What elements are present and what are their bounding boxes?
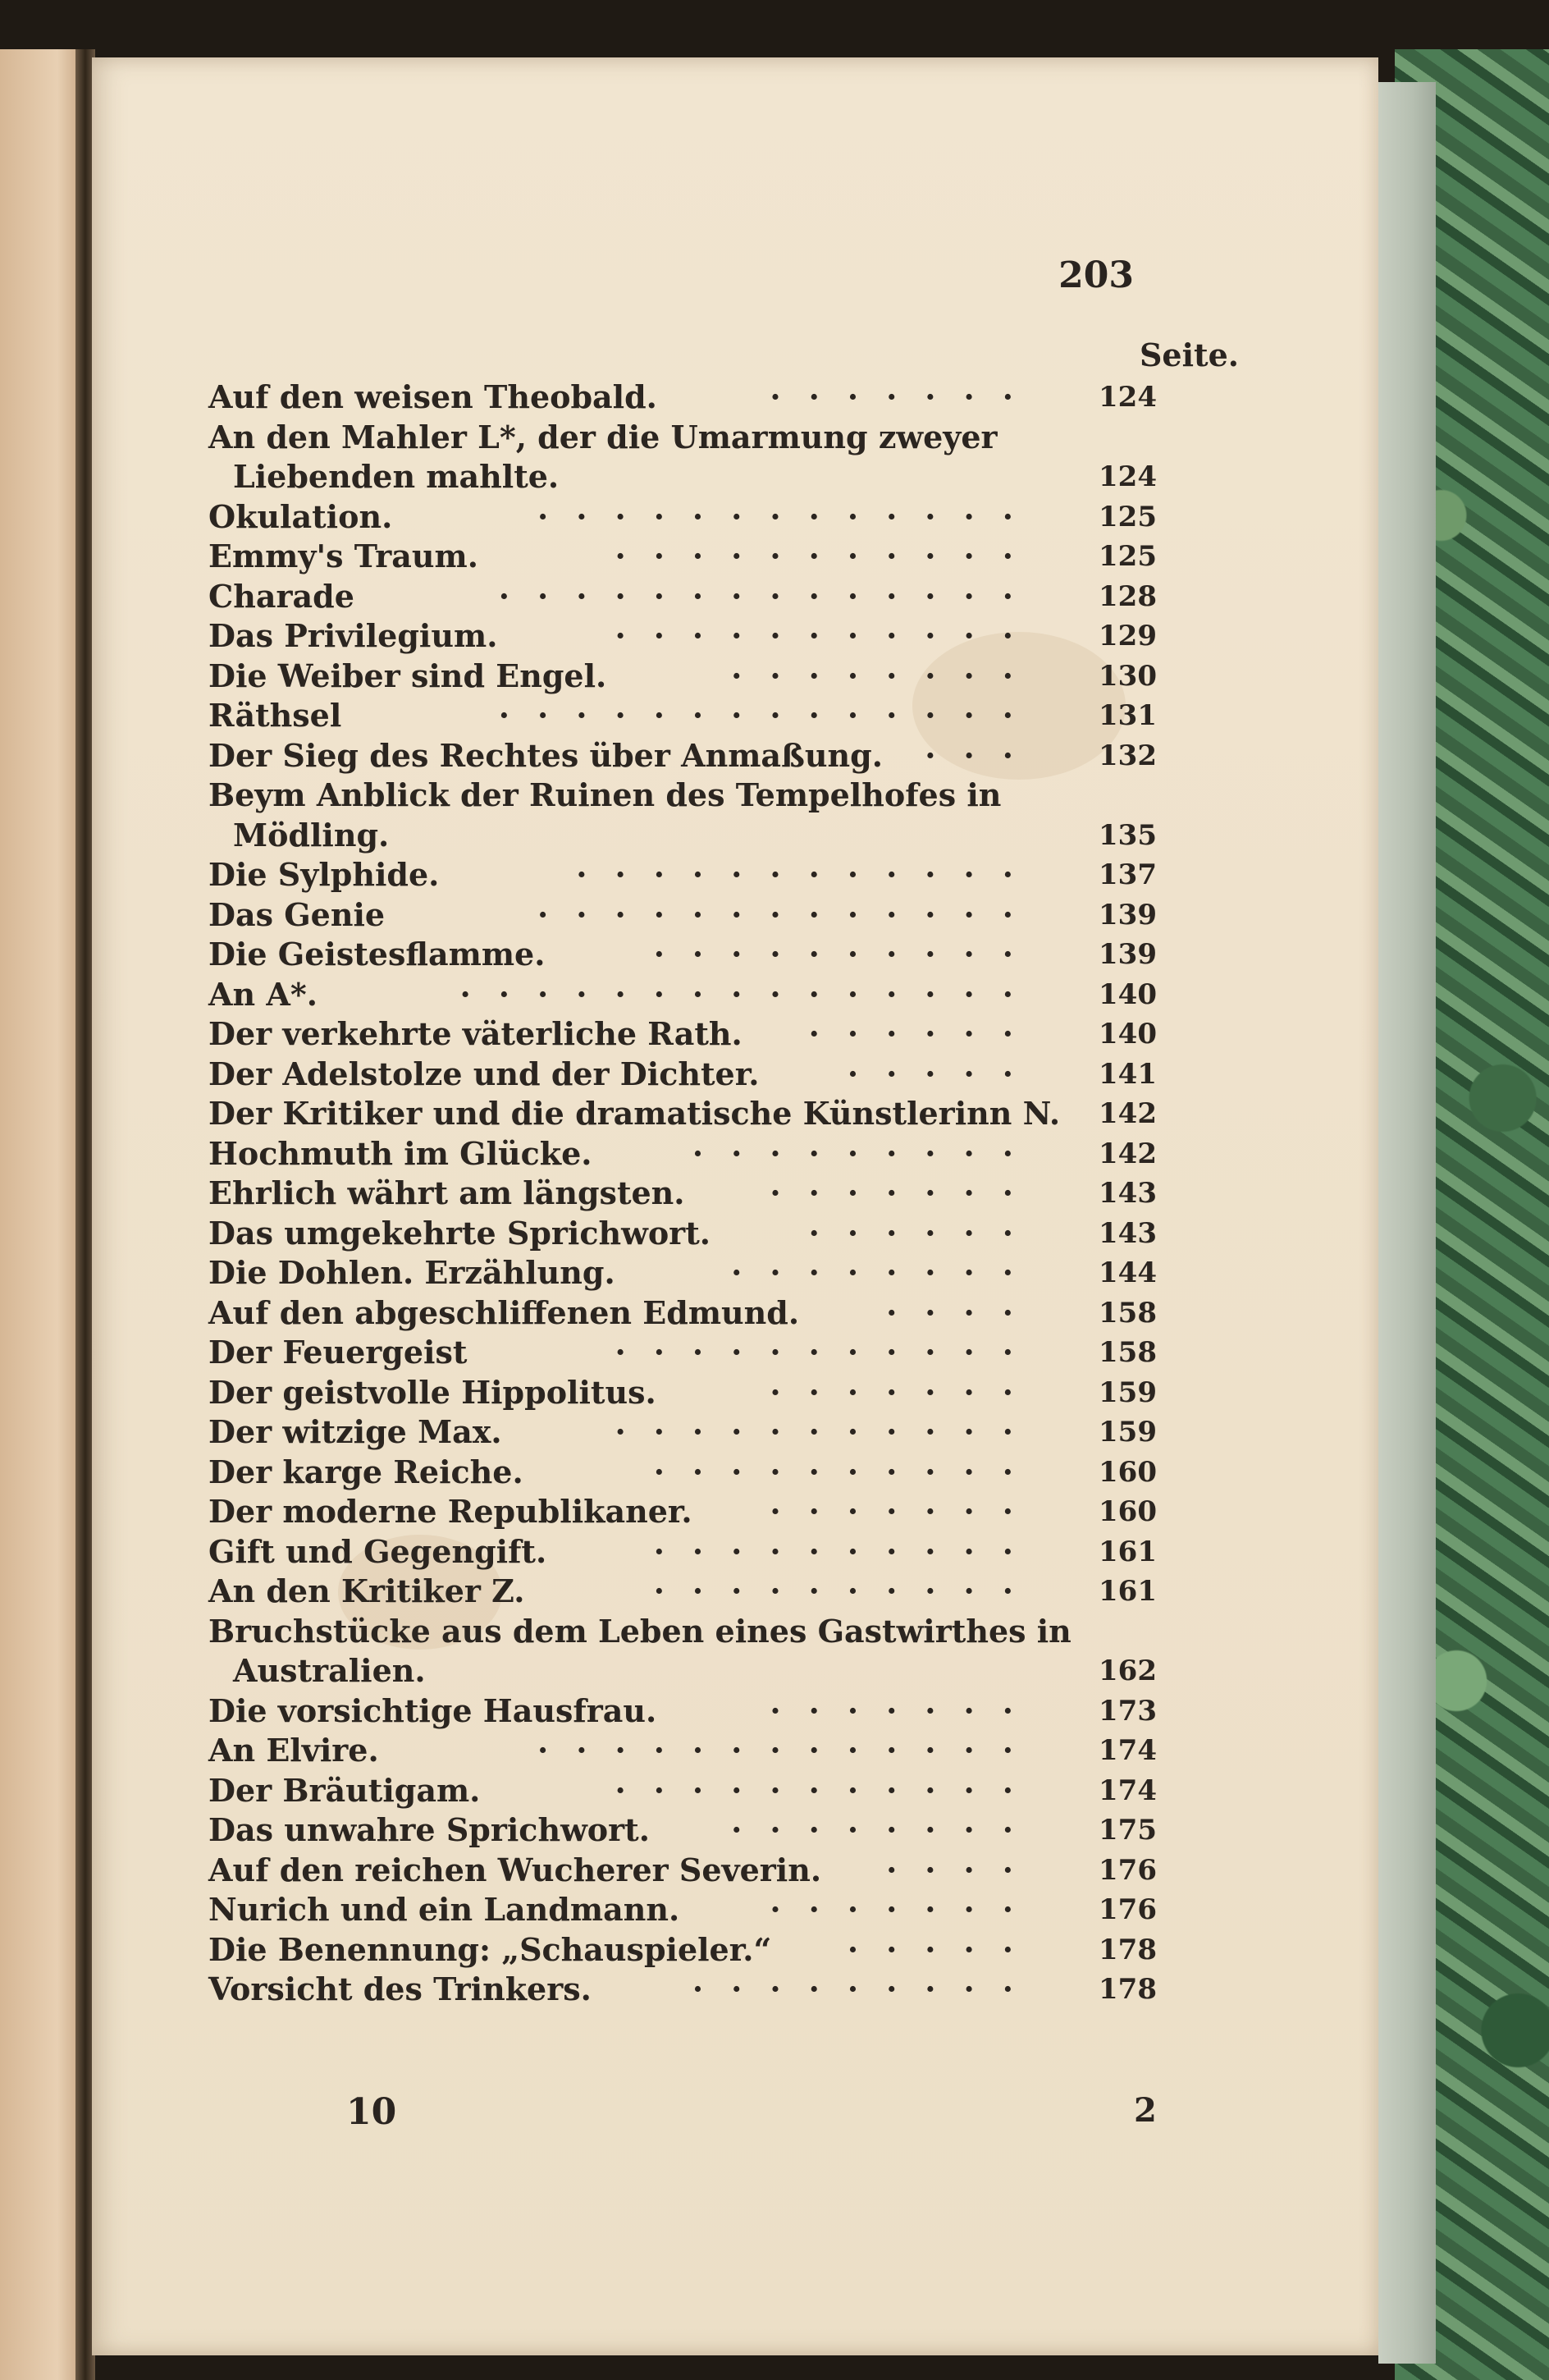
toc-entry-title-line: Die vorsichtige Hausfrau. — [208, 1691, 657, 1729]
toc-entry — [208, 736, 1156, 776]
toc-entry-title — [208, 1134, 592, 1174]
toc-entry-title — [208, 1572, 524, 1612]
toc-entry — [208, 1810, 1156, 1851]
toc-entry-page: 161 — [1099, 1535, 1157, 1568]
dot-leader: ···· — [886, 1851, 1041, 1888]
toc-entry-title-continuation: Liebenden mahlte. — [233, 458, 560, 495]
dot-leader: ········ — [731, 657, 1041, 694]
toc-entry-title-continuation: Mödling. — [233, 816, 390, 854]
toc-entry — [208, 1333, 1156, 1373]
dot-leader: ············· — [537, 895, 1041, 933]
dot-leader: ······· — [770, 1891, 1041, 1928]
toc-entry-title-line: An den Mahler L*, der die Umarmung zweyer — [208, 418, 998, 455]
column-header: Seite. — [1139, 336, 1239, 373]
dot-leader: ········· — [692, 1970, 1041, 2007]
toc-entry-page: 132 — [1099, 739, 1157, 772]
toc-entry-title-line: Auf den reichen Wucherer Severin. — [208, 1851, 822, 1888]
toc-entry-title-line: Die Weiber sind Engel. — [208, 657, 607, 694]
dot-leader: ······ — [808, 1015, 1041, 1052]
toc-entry-title-line: Der Kritiker und die dramatische Künstlerinn N. — [208, 1095, 1061, 1132]
toc-entry — [208, 1691, 1156, 1732]
signature-mark: 10 — [346, 2091, 397, 2133]
left-page-edge — [0, 49, 82, 2380]
toc-entry-page: 142 — [1099, 1097, 1157, 1130]
toc-entry — [208, 497, 1156, 538]
toc-entry — [208, 1970, 1156, 2010]
toc-entry-title — [208, 1890, 679, 1930]
catchword: 2 — [1134, 2091, 1157, 2130]
toc-entry-title-line: Ehrlich währt am längsten. — [208, 1174, 685, 1211]
toc-entry-page: 178 — [1099, 1933, 1157, 1966]
toc-entry-page: 159 — [1099, 1416, 1157, 1449]
toc-entry-title — [208, 1214, 711, 1254]
toc-entry — [208, 1890, 1156, 1930]
toc-entry-title — [208, 657, 606, 697]
toc-entry-page: 141 — [1099, 1057, 1157, 1091]
toc-entry — [208, 418, 1156, 497]
toc-entry — [208, 1134, 1156, 1174]
toc-entry-title-line: Die Sylphide. — [208, 856, 440, 893]
dot-leader: ········ — [731, 1254, 1041, 1291]
toc-entry-title — [208, 1055, 759, 1095]
toc-entry-title-continuation: Australien. — [233, 1652, 426, 1689]
dot-leader: ·········· — [653, 1532, 1041, 1570]
toc-entry-title-line: Gift und Gegengift. — [208, 1532, 547, 1570]
toc-entry — [208, 537, 1156, 577]
toc-entry-title — [208, 1810, 650, 1851]
dot-leader: ·············· — [498, 697, 1041, 734]
toc-entry-page: 175 — [1099, 1814, 1157, 1847]
toc-entry-title-line: Der geistvolle Hippolitus. — [208, 1373, 656, 1411]
dot-leader: ········ — [731, 1811, 1041, 1848]
toc-entry-title-line: Hochmuth im Glücke. — [208, 1134, 592, 1172]
dot-leader: ·········· — [653, 1572, 1041, 1609]
toc-entry — [208, 975, 1156, 1015]
toc-entry-title — [208, 616, 497, 657]
dot-leader: ·········· — [653, 1453, 1041, 1490]
toc-entry-title — [208, 1333, 467, 1373]
toc-entry-page: 129 — [1099, 620, 1157, 652]
toc-entry — [208, 1612, 1156, 1691]
toc-entry-title — [208, 1851, 821, 1891]
toc-entry — [208, 895, 1156, 936]
toc-entry-title-line: Charade — [208, 577, 354, 615]
toc-entry-page: 139 — [1099, 898, 1157, 931]
toc-entry-title — [208, 1014, 743, 1055]
toc-entry — [208, 1094, 1156, 1134]
toc-entry — [208, 1492, 1156, 1532]
toc-entry-title-line: An A*. — [208, 975, 318, 1013]
toc-entry-title-line: Das Privilegium. — [208, 617, 498, 654]
toc-entry-page: 161 — [1099, 1575, 1157, 1608]
toc-entry-title — [208, 537, 478, 577]
toc-entry-page: 178 — [1099, 1973, 1157, 2006]
toc-entry-page: 174 — [1099, 1734, 1157, 1767]
toc-entry-title-line: An Elvire. — [208, 1732, 379, 1769]
toc-entry — [208, 776, 1156, 855]
dot-leader: ············· — [537, 497, 1041, 535]
toc-entry-title-line: An den Kritiker Z. — [208, 1572, 525, 1609]
toc-entry — [208, 1412, 1156, 1453]
toc-entry-title — [208, 1453, 523, 1493]
toc-entry — [208, 855, 1156, 895]
toc-entry-title-line: Beym Anblick der Ruinen des Tempelhofes in — [208, 776, 1002, 813]
toc-entry-title-line: Der verkehrte väterliche Rath. — [208, 1015, 743, 1052]
toc-entry — [208, 577, 1156, 617]
toc-entry-title-line: Vorsicht des Trinkers. — [208, 1970, 592, 2007]
toc-entry-title-line: Auf den abgeschliffenen Edmund. — [208, 1293, 800, 1331]
toc-entry — [208, 1214, 1156, 1254]
toc-entry-title-line: Der Feuergeist — [208, 1334, 468, 1371]
toc-entry-page: 144 — [1099, 1256, 1157, 1289]
toc-entry — [208, 1731, 1156, 1771]
toc-entry-title — [208, 1691, 656, 1732]
toc-entry-page: 128 — [1099, 579, 1157, 613]
toc-entry-page: 160 — [1099, 1455, 1157, 1489]
toc-entry-title — [208, 975, 318, 1015]
toc-entry-title — [208, 1532, 546, 1572]
toc-entry-page: 125 — [1099, 540, 1157, 573]
toc-entry-title-line: Der Bräutigam. — [208, 1771, 481, 1809]
page-number: 203 — [1058, 254, 1134, 296]
toc-entry-title-line: Okulation. — [208, 497, 393, 535]
toc-entry — [208, 1771, 1156, 1811]
cover-edge — [1378, 82, 1436, 2364]
dot-leader: ······· — [770, 378, 1041, 415]
toc-entry-title — [208, 1174, 685, 1214]
toc-entry — [208, 1930, 1156, 1970]
dot-leader: ··········· — [615, 1771, 1041, 1809]
toc-entry-page: 142 — [1099, 1137, 1157, 1170]
dot-leader: ·········· — [653, 936, 1041, 973]
toc-entry-page: 160 — [1099, 1495, 1157, 1528]
toc-entry — [208, 378, 1156, 418]
toc-entry — [208, 696, 1156, 736]
toc-entry-page: 131 — [1099, 699, 1157, 732]
table-of-contents — [208, 378, 1156, 2010]
toc-entry-page: 137 — [1099, 858, 1157, 891]
dot-leader: ·············· — [498, 577, 1041, 615]
dot-leader: ······· — [770, 1174, 1041, 1211]
toc-entry-title — [208, 855, 439, 895]
toc-entry-page: 124 — [1099, 460, 1157, 493]
toc-entry — [208, 1253, 1156, 1293]
toc-entry-page: 176 — [1099, 1893, 1157, 1926]
toc-entry — [208, 657, 1156, 697]
dot-leader: ··········· — [615, 1413, 1041, 1450]
toc-entry-title-line: Der witzige Max. — [208, 1413, 502, 1450]
toc-entry — [208, 1373, 1156, 1413]
toc-entry-title-line: Der karge Reiche. — [208, 1453, 523, 1490]
dot-leader: ····· — [847, 1055, 1041, 1092]
toc-entry — [208, 1453, 1156, 1493]
toc-entry-page: 130 — [1099, 659, 1157, 693]
toc-entry-title-line: Die Dohlen. Erzählung. — [208, 1254, 615, 1291]
dot-leader: ······· — [770, 1493, 1041, 1530]
toc-entry-page: 143 — [1099, 1177, 1157, 1210]
dot-leader: ··········· — [615, 538, 1041, 574]
toc-entry-title — [208, 497, 392, 538]
toc-entry-title — [208, 736, 883, 776]
toc-entry-page: 140 — [1099, 1018, 1157, 1050]
dot-leader: ··············· — [459, 975, 1041, 1013]
dot-leader: ········· — [692, 1134, 1041, 1172]
toc-entry-title — [208, 1412, 502, 1453]
toc-entry-title — [208, 1612, 1072, 1691]
toc-entry — [208, 935, 1156, 975]
toc-entry-page: 135 — [1099, 818, 1157, 852]
toc-entry — [208, 1532, 1156, 1572]
toc-entry — [208, 616, 1156, 657]
toc-entry-title — [208, 418, 998, 497]
toc-entry-title-line: Der Adelstolze und der Dichter. — [208, 1055, 760, 1092]
dot-leader: ···· — [886, 1293, 1041, 1331]
toc-entry-page: 140 — [1099, 977, 1157, 1011]
toc-entry-title — [208, 1293, 799, 1334]
dot-leader: ··········· — [615, 617, 1041, 654]
toc-entry-title — [208, 895, 385, 936]
toc-entry-title-line: Das Genie — [208, 895, 386, 933]
dot-leader: ····· — [847, 1930, 1041, 1968]
toc-entry-title — [208, 1373, 656, 1413]
toc-entry-title — [208, 577, 354, 617]
toc-entry-page: 158 — [1099, 1296, 1157, 1330]
dot-leader: ············· — [537, 1732, 1041, 1769]
toc-entry-title-line: Das unwahre Sprichwort. — [208, 1811, 650, 1848]
dot-leader: ············ — [576, 856, 1041, 893]
dot-leader: ··········· — [615, 1334, 1041, 1371]
dot-leader: ······· — [770, 1373, 1041, 1411]
toc-entry-title — [208, 1771, 480, 1811]
dot-leader: ······· — [770, 1691, 1041, 1729]
toc-entry — [208, 1014, 1156, 1055]
toc-entry-title — [208, 1930, 771, 1970]
toc-entry-title-line: Das umgekehrte Sprichwort. — [208, 1214, 711, 1252]
toc-entry — [208, 1055, 1156, 1095]
toc-entry-page: 173 — [1099, 1694, 1157, 1728]
toc-entry-page: 162 — [1099, 1655, 1157, 1687]
book-page — [92, 57, 1378, 2355]
toc-entry-title — [208, 935, 545, 975]
dot-leader: ······ — [808, 1214, 1041, 1252]
toc-entry — [208, 1174, 1156, 1214]
toc-entry — [208, 1851, 1156, 1891]
toc-entry-title-line: Nurich und ein Landmann. — [208, 1891, 680, 1928]
toc-entry-title — [208, 378, 657, 418]
toc-entry-page: 124 — [1099, 381, 1157, 414]
toc-entry-page: 143 — [1099, 1216, 1157, 1250]
toc-entry-page: 176 — [1099, 1853, 1157, 1887]
toc-entry-title-line: Der moderne Republikaner. — [208, 1493, 692, 1530]
toc-entry-title — [208, 1492, 692, 1532]
toc-entry-title-line: Die Geistesflamme. — [208, 936, 546, 973]
toc-entry-title — [208, 1094, 1060, 1134]
toc-entry-title-line: Der Sieg des Rechtes über Anmaßung. — [208, 736, 883, 774]
toc-entry-title-line: Die Benennung: „Schauspieler.“ — [208, 1930, 772, 1968]
toc-entry-title-line: Auf den weisen Theobald. — [208, 378, 657, 415]
toc-entry — [208, 1572, 1156, 1612]
toc-entry-page: 125 — [1099, 500, 1157, 533]
dot-leader: ··· — [925, 736, 1041, 774]
toc-entry-title-line: Räthsel — [208, 697, 342, 734]
toc-entry — [208, 1293, 1156, 1334]
toc-entry-page: 139 — [1099, 938, 1157, 971]
toc-entry-title — [208, 1970, 592, 2010]
toc-entry-title — [208, 1253, 615, 1293]
toc-entry-page: 159 — [1099, 1375, 1157, 1409]
toc-entry-title — [208, 1731, 379, 1771]
toc-entry-title — [208, 696, 341, 736]
toc-entry-title — [208, 776, 1001, 855]
toc-entry-page: 158 — [1099, 1336, 1157, 1369]
toc-entry-title-line: Bruchstücke aus dem Leben eines Gastwirthes in — [208, 1612, 1072, 1650]
toc-entry-title-line: Emmy's Traum. — [208, 538, 478, 574]
toc-entry-page: 174 — [1099, 1774, 1157, 1807]
